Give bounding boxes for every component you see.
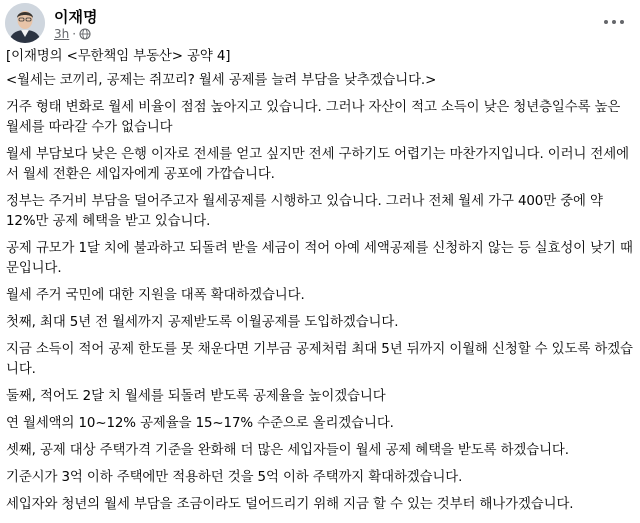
post-paragraph: [이재명의 <무한책임 부동산> 공약 4] xyxy=(6,49,231,64)
post-paragraph: 세입자와 청년의 월세 부담을 조금이라도 덜어드리기 위해 지금 할 수 있는 것부터 해나가겠습니다. xyxy=(6,497,574,512)
post-text xyxy=(6,47,636,522)
post-paragraph: 공제 규모가 1달 치에 불과하고 되돌려 받을 세금이 적어 아예 세액공제를 신청하지 않는 등 실효성이 낮기 때문입니다. xyxy=(6,241,633,276)
post-paragraph: 정부는 주거비 부담을 덜어주고자 월세공제를 시행하고 있습니다. 그러나 전체 월세 가구 400만 중에 약 12%만 공제 혜택을 받고 있습니다. xyxy=(6,194,603,229)
meta-separator: · xyxy=(72,27,77,41)
post-paragraph: 셋째, 공제 대상 주택가격 기준을 완화해 더 많은 세입자들이 월세 공제 혜택을 받도록 하겠습니다. xyxy=(6,443,569,458)
post-paragraph: 기준시가 3억 이하 주택에만 적용하던 것을 5억 이하 주택까지 확대하겠습니다. xyxy=(6,470,463,485)
author-name[interactable]: 이재명 xyxy=(54,8,98,26)
more-options-icon[interactable] xyxy=(600,10,628,34)
post-meta xyxy=(54,27,91,41)
post-paragraph: 둘째, 적어도 2달 치 월세를 되돌려 받도록 공제율을 높이겠습니다 xyxy=(6,389,386,404)
post-paragraph: 거주 형태 변화로 월세 비율이 점점 높아지고 있습니다. 그러나 자산이 적고 소득이 낮은 청년층일수록 높은 월세를 따라갈 수가 없습니다 xyxy=(6,100,621,135)
post-paragraph: <월세는 코끼리, 공제는 쥐꼬리? 월세 공제를 늘려 부담을 낮추겠습니다.> xyxy=(6,73,437,88)
avatar[interactable] xyxy=(5,3,45,43)
post-paragraph: 월세 부담보다 낮은 은행 이자로 전세를 얻고 싶지만 전세 구하기도 어렵기는 마찬가지입니다. 이러니 전세에서 월세 전환은 세입자에게 공포에 가깝습니다. xyxy=(6,147,629,182)
globe-icon[interactable] xyxy=(79,28,91,40)
post-timestamp[interactable]: 3h xyxy=(54,27,70,41)
post-paragraph: 월세 주거 국민에 대한 지원을 대폭 확대하겠습니다. xyxy=(6,288,305,303)
post-header xyxy=(0,0,640,46)
post-paragraph: 첫째, 최대 5년 전 월세까지 공제받도록 이월공제를 도입하겠습니다. xyxy=(6,315,399,330)
post-paragraph: 지금 소득이 적어 공제 한도를 못 채운다면 기부금 공제처럼 최대 5년 뒤까지 이월해 신청할 수 있도록 하겠습니다. xyxy=(6,342,633,377)
profile-photo-icon xyxy=(5,3,45,43)
post-paragraph: 연 월세액의 10~12% 공제율을 15~17% 수준으로 올리겠습니다. xyxy=(6,416,394,431)
